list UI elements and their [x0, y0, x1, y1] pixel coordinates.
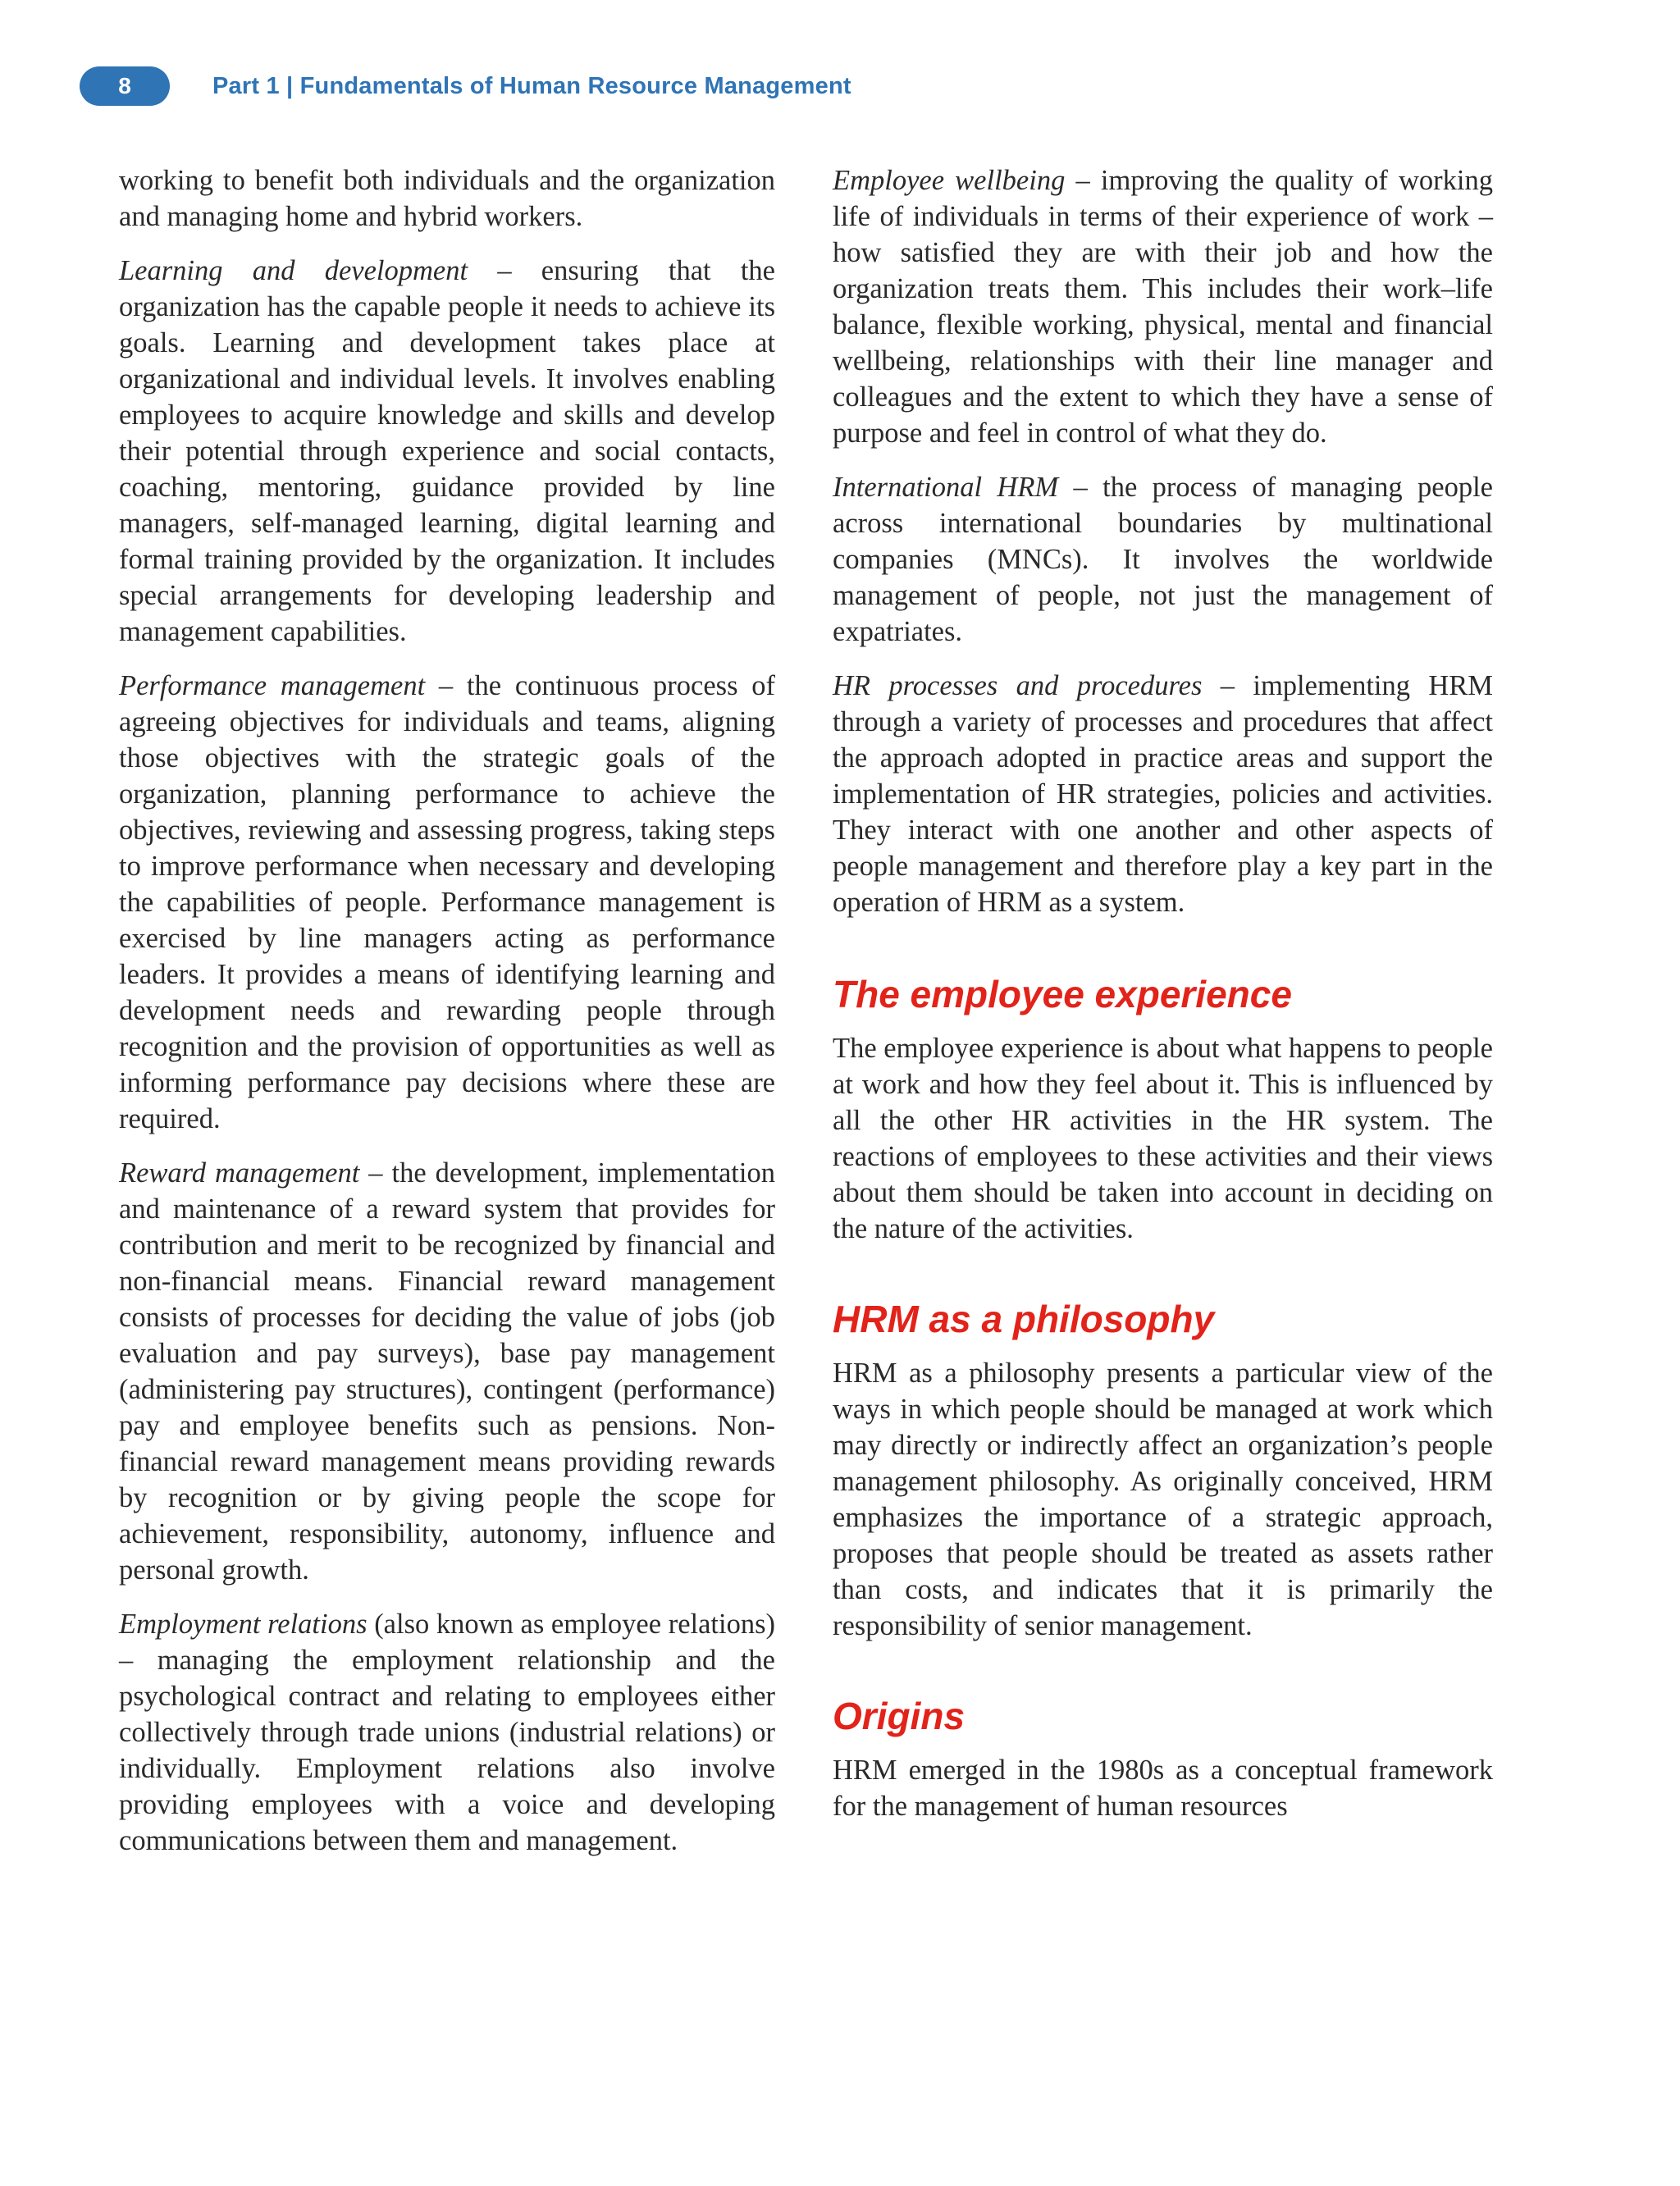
section-body: The employee experience is about what happens to people at work and how they feel about it. This is influenced by all the other HR activities in the HR system. The reactions of employees to these activities and their views about them should be taken into account in deciding on the nature of the activities. [833, 1033, 1493, 1244]
paragraph-text: – ensuring that the organization has the capable people it needs to achieve its goals. Learning and development takes place at organizational and individual levels. It involves enabling employees to acquire knowledge and skills and develop their potential through experience and social contacts, coaching, mentoring, guidance provided by line managers, self-managed learning, digital learning and formal training provided by the organization. It includes special arrangements for developing leadership and management capabilities. [119, 255, 775, 647]
section-title-origins: Origins [833, 1695, 966, 1737]
term: Learning and development [119, 255, 468, 286]
term: International HRM [833, 472, 1059, 503]
term: HR processes and procedures [833, 670, 1203, 701]
paragraph [833, 668, 1493, 920]
term: Reward management [119, 1157, 360, 1189]
section-body: HRM emerged in the 1980s as a conceptual framework for the management of human resources [833, 1755, 1493, 1822]
page-header [80, 66, 851, 107]
paragraph [119, 253, 775, 650]
paragraph [833, 162, 1493, 451]
paragraph-text: – the continuous process of agreeing objectives for individuals and teams, aligning those objectives with the strategic goals of the organization, planning performance to achieve the objectives, reviewing and assessing progress, taking steps to improve performance when necessary and developing the capabilities of people. Performance management is exercised by line managers acting as performance leaders. It provides a means of identifying learning and development needs and rewarding people through recognition and the provision of opportunities as well as informing performance pay decisions where these are required. [119, 670, 775, 1134]
paragraph [119, 668, 775, 1137]
term: Employee wellbeing [833, 165, 1066, 196]
running-head: Part 1 | Fundamentals of Human Resource Management [212, 72, 851, 99]
section-title-employee-experience: The employee experience [833, 973, 1292, 1015]
left-column [119, 162, 775, 1877]
paragraph-text: – the process of managing people across international boundaries by multinational companies (MNCs). It involves the worldwide management of people, not just the management of expatriates. [833, 472, 1493, 647]
paragraph-text: – implementing HRM through a variety of processes and procedures that affect the approach adopted in practice areas and support the implementation of HR strategies, policies and activities. They interact with one another and other aspects of people management and therefore play a key part in the operation of HRM as a system. [833, 670, 1493, 918]
paragraph-text: – the development, implementation and maintenance of a reward system that provides for contribution and merit to be recognized by financial and non-financial means. Financial reward management consists of processes for deciding the value of jobs (job evaluation and pay surveys), base pay management (administering pay structures), contingent (performance) pay and employee benefits such as pensions. Non-financial reward management means providing rewards by recognition or by giving people the scope for achievement, responsibility, autonomy, influence and personal growth. [119, 1157, 775, 1586]
section-title-hrm-philosophy: HRM as a philosophy [833, 1298, 1215, 1340]
section-body: HRM as a philosophy presents a particular view of the ways in which people should be managed at work which may directly or indirectly affect an organization’s people management philosophy. As originally conceived, HRM emphasizes the importance of a strategic approach, proposes that people should be treated as assets rather than costs, and indicates that it is primarily the responsibility of senior management. [833, 1358, 1493, 1641]
paragraph [833, 469, 1493, 650]
paragraph-text: (also known as employee relations) – managing the employment relationship and the psychological contract and relating to employees either collectively through trade unions (industrial relations) or individually. Employment relations also involve providing employees with a voice and developing communications between them and management. [119, 1609, 775, 1856]
paragraph: working to benefit both individuals and the organization and managing home and hybrid workers. [119, 165, 775, 232]
term: Performance management [119, 670, 426, 701]
page-number-badge: 8 [80, 66, 170, 106]
paragraph [119, 1155, 775, 1588]
term: Employment relations [119, 1609, 368, 1640]
paragraph [119, 1606, 775, 1859]
right-column [833, 162, 1493, 1842]
paragraph-text: – improving the quality of working life of individuals in terms of their experience of work – how satisfied they are with their job and how the organization treats them. This includes their work–life balance, flexible working, physical, mental and financial wellbeing, relationships with their line manager and colleagues and the extent to which they have a sense of purpose and feel in control of what they do. [833, 165, 1493, 449]
